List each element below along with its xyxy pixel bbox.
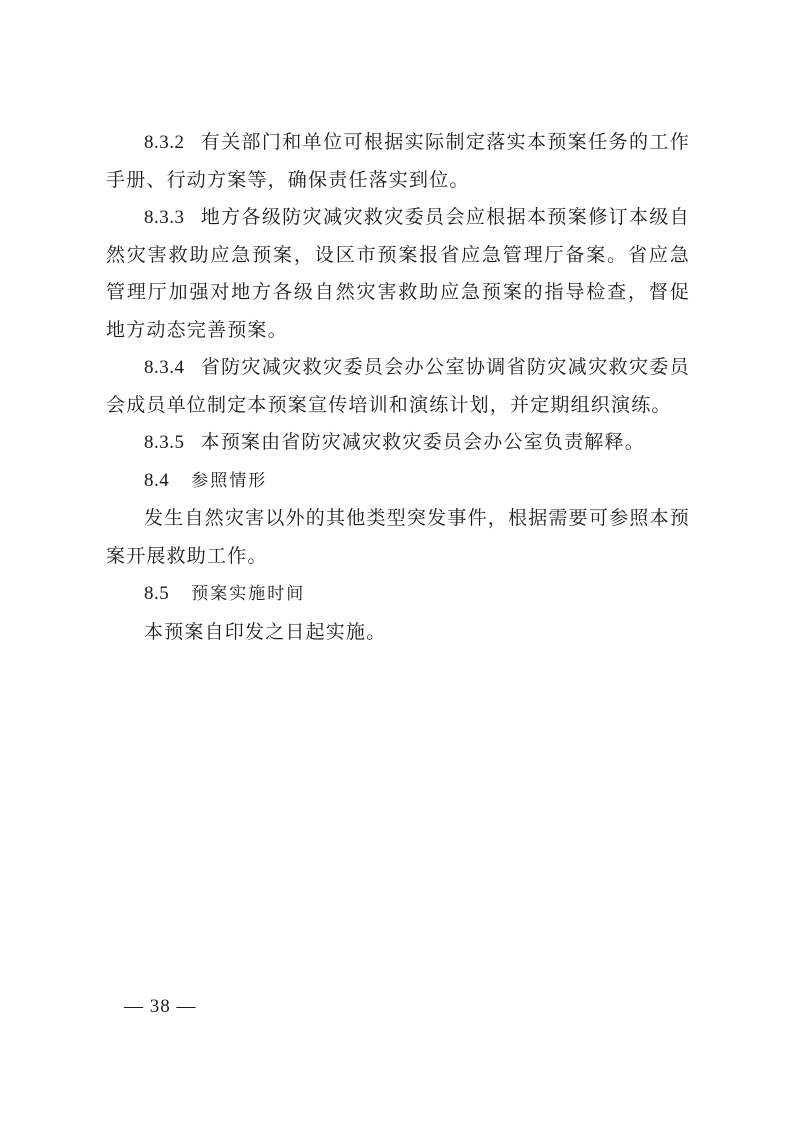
clause-8-3-2 [106,124,690,199]
clause-8-3-5 [106,424,690,462]
section-heading-8-5 [106,575,690,614]
clause-text: 有关部门和单位可根据实际制定落实本预案任务的工作手册、行动方案等，确保责任落实到位。 [106,131,690,191]
section-number: 8.5 [144,583,170,604]
body-text: 发生自然灾害以外的其他类型突发事件，根据需要可参照本预案开展救助工作。 [106,507,690,567]
section-title: 参照情形 [191,470,268,491]
section-8-4-body [106,500,690,575]
clause-8-3-3 [106,199,690,349]
section-8-5-body [106,614,690,652]
clause-number: 8.3.4 [144,357,185,378]
clause-text: 省防灾减灾救灾委员会办公室协调省防灾减灾救灾委员会成员单位制定本预案宣传培训和演练计划，并定期组织演练。 [106,356,690,416]
clause-text: 地方各级防灾减灾救灾委员会应根据本预案修订本级自然灾害救助应急预案，设区市预案报省应急管理厅备案。省应急管理厅加强对地方各级自然灾害救助应急预案的指导检查，督促地方动态完善预案。 [106,206,690,341]
document-body [106,124,690,651]
section-title: 预案实施时间 [191,584,306,604]
clause-number: 8.3.3 [144,207,185,228]
section-heading-8-4 [106,462,690,501]
clause-number: 8.3.5 [144,432,185,453]
clause-number: 8.3.2 [144,132,185,153]
page-number: — 38 — [124,996,197,1017]
clause-text: 本预案由省防灾减灾救灾委员会办公室负责解释。 [200,431,645,453]
body-text: 本预案自印发之日起实施。 [144,620,387,643]
clause-8-3-4 [106,349,690,424]
section-number: 8.4 [144,469,170,491]
